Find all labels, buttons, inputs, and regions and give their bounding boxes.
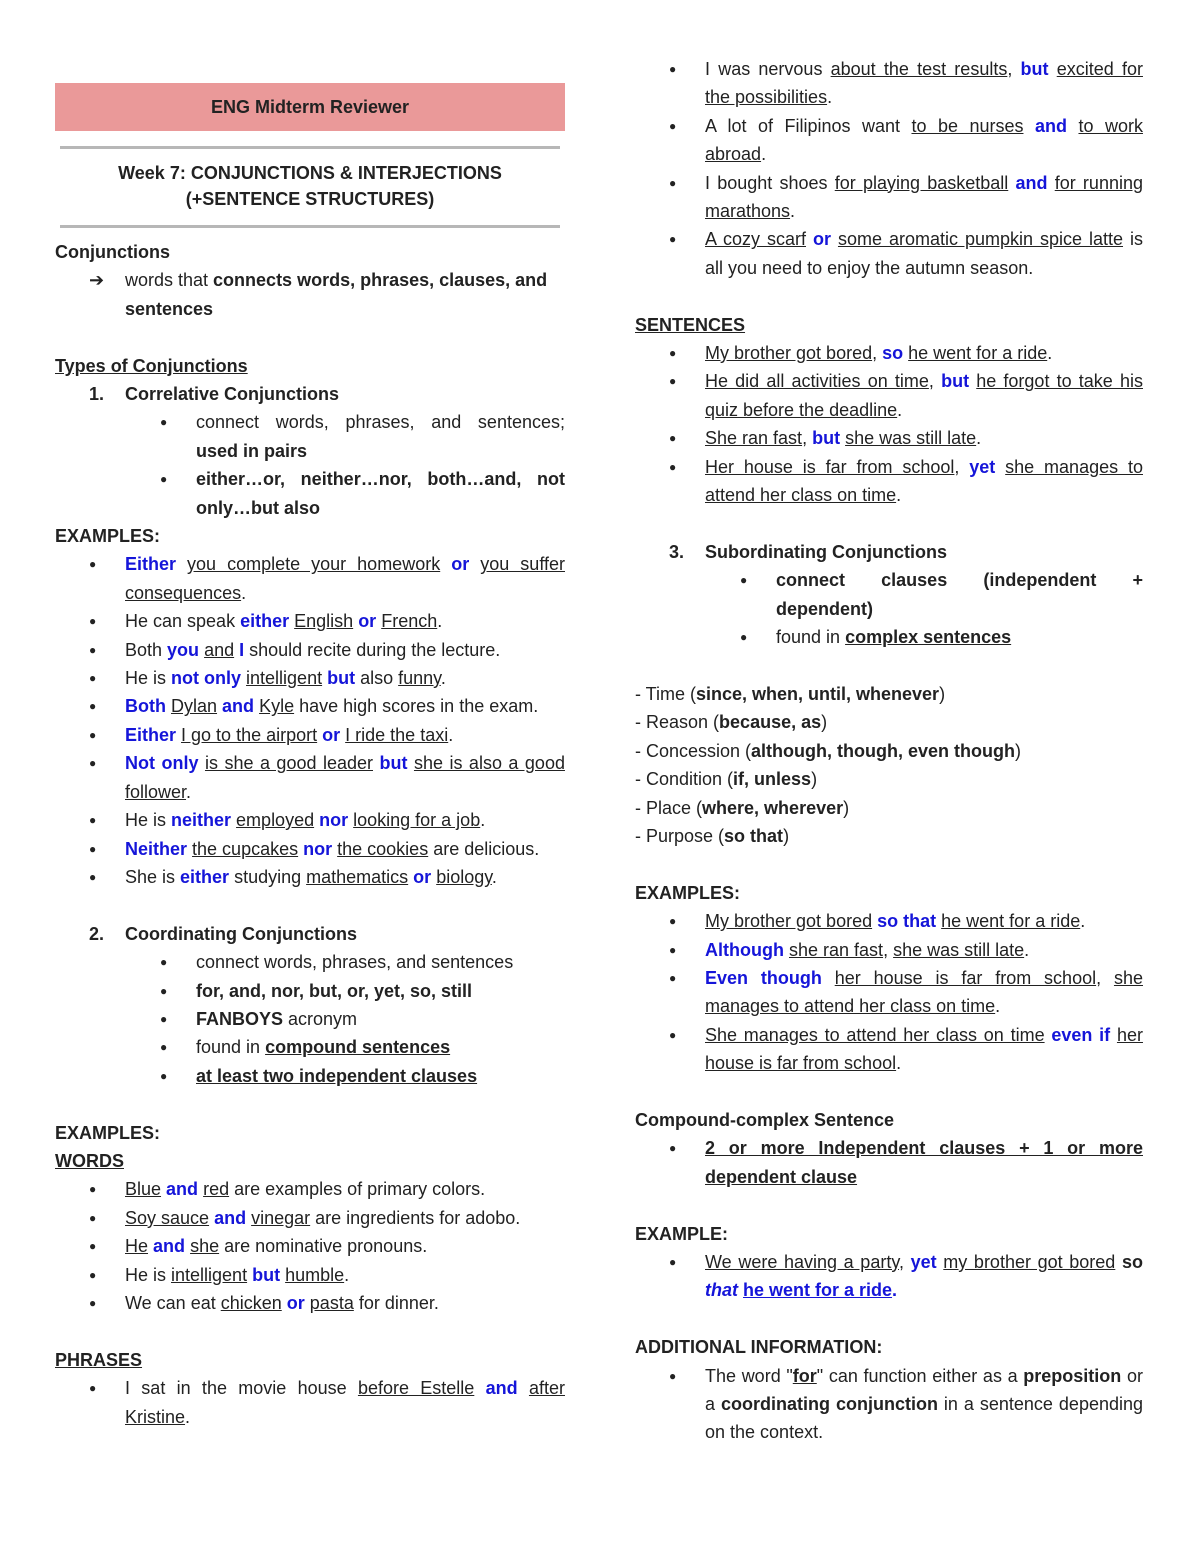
example-text: she was still late (845, 428, 977, 449)
conjunction-keyword: so (882, 343, 904, 364)
example-text (1067, 116, 1078, 136)
conjunction-keyword: and (153, 1236, 186, 1257)
conjunction-keyword: Neither (125, 838, 188, 859)
conjunction-keyword: Not only (125, 753, 199, 774)
example-text: for running marathons (705, 172, 1143, 222)
example-item (635, 936, 1143, 964)
example-text: He is (125, 1264, 172, 1285)
example-text: are nominative pronouns. (219, 1236, 428, 1257)
example-item (635, 367, 1143, 424)
example-text: He did all activities on time (705, 371, 929, 392)
words-examples (55, 1175, 565, 1317)
example-item (55, 721, 565, 749)
example-text: to work abroad (705, 115, 1143, 165)
example-text: I ride the taxi (345, 724, 449, 745)
example-text: . (897, 399, 903, 420)
example-text: . (1080, 911, 1086, 932)
example-text (176, 554, 187, 574)
conjunction-keyword: so that (877, 911, 937, 932)
example-text: you suffer consequences (125, 554, 565, 603)
example-text: . (491, 866, 497, 887)
example-text: funny (398, 668, 441, 689)
example-text: , (1096, 967, 1114, 988)
example-text (995, 457, 1005, 477)
week-heading (55, 160, 565, 212)
example-item (635, 907, 1143, 935)
conjunction-keyword: or (413, 866, 432, 887)
example-text: . (1047, 343, 1053, 364)
category-line (635, 680, 1143, 708)
document-title-box (55, 83, 565, 131)
example-text: the cookies (337, 838, 429, 859)
example-item (635, 55, 1143, 112)
example-text: . (1024, 939, 1030, 960)
example-text: my brother got bored (943, 1251, 1116, 1272)
example-text: I sat in the movie house (125, 1378, 358, 1399)
example-item (55, 1374, 565, 1431)
example-text: red (203, 1179, 230, 1200)
list-item (635, 623, 1143, 651)
example-text: Dylan (171, 696, 218, 717)
example-text: A lot of Filipinos want (705, 115, 912, 136)
example-text: We can eat (125, 1292, 221, 1313)
list-item: ● connect clauses (independent + dependent) (635, 566, 1143, 623)
example-text: the cupcakes (192, 838, 299, 859)
category-text: ) (811, 769, 818, 790)
example-text: I bought shoes (705, 172, 835, 193)
example-text: he went for a ride (908, 343, 1048, 364)
example-text (518, 1378, 529, 1398)
example-text: she ran fast (789, 939, 884, 960)
list-item (635, 1362, 1143, 1447)
item-text: or a (705, 1365, 1143, 1414)
example-text: . (344, 1264, 350, 1285)
item-text: The word " (705, 1365, 793, 1386)
example-text: . (186, 781, 192, 802)
example-text: , (954, 456, 970, 477)
example-text: she manages to attend her class on time (705, 967, 1143, 1017)
example-item (55, 749, 565, 806)
conjunction-keyword: or (812, 229, 831, 250)
example-item (635, 424, 1143, 452)
conjunction-keyword: and (214, 1207, 247, 1228)
example-text: you complete your homework (187, 554, 441, 575)
example-text: have high scores in the exam. (294, 696, 539, 717)
subordinating-heading (635, 538, 1143, 566)
example-item (635, 112, 1143, 169)
example-item (55, 636, 565, 664)
example-text: chicken (220, 1292, 282, 1313)
example-item (635, 169, 1143, 226)
example-text: . (480, 810, 486, 831)
examples-label: EXAMPLES: (55, 526, 161, 547)
example-text: is all you need to enjoy the autumn season. (705, 229, 1143, 278)
example-text: He can speak (125, 611, 241, 632)
list-item: ● 2 or more Independent clauses + 1 or more dependent clause (635, 1134, 1143, 1191)
phrases-examples (55, 1374, 565, 1431)
category-text: - Condition ( (635, 769, 734, 790)
category-text: - Reason ( (635, 712, 720, 733)
example-text: I was nervous (705, 59, 831, 79)
week-heading-line2: (+SENTENCE STRUCTURES) (185, 189, 435, 209)
left-column (55, 238, 565, 1431)
item-text: found in (776, 627, 846, 648)
item-text: " can function either as a (816, 1365, 1024, 1386)
examples-label: EXAMPLES: (55, 1122, 161, 1143)
conjunction-keyword: but (941, 371, 970, 392)
conjunction-keyword: Both (125, 696, 166, 717)
correlative-examples (55, 550, 565, 891)
item-bold: used in pairs (196, 440, 308, 461)
example-text (1049, 59, 1057, 79)
item-bold: compound sentences (265, 1037, 451, 1058)
example-text: to be nurses (911, 115, 1024, 136)
example-text: Kyle (259, 696, 295, 717)
example-text: she (190, 1236, 220, 1257)
list-item: ● either…or, neither…nor, both…and, not only…but also (55, 465, 565, 522)
example-text: so (1121, 1251, 1143, 1272)
example-text: Soy sauce (125, 1207, 210, 1228)
conjunction-keyword: Either (125, 724, 177, 745)
category-words: so that (724, 825, 784, 846)
category-line (635, 822, 1143, 850)
conjunction-keyword: nor (319, 810, 349, 831)
example-text: He is (125, 668, 172, 689)
example-text: are examples of primary colors. (229, 1179, 486, 1200)
category-text: ) (939, 683, 946, 704)
example-text: , (802, 428, 813, 449)
phrases-examples-continued (635, 55, 1143, 282)
conjunction-keyword: or (358, 611, 377, 632)
example-item (635, 453, 1143, 510)
conjunction-keyword: but (1020, 59, 1049, 79)
example-text (1048, 173, 1055, 193)
document-title: ENG Midterm Reviewer (210, 97, 410, 117)
item-bold: preposition (1023, 1365, 1122, 1386)
example-text: . (976, 428, 982, 449)
example-text: She ran fast (705, 428, 803, 449)
example-text: We were having a party (705, 1251, 899, 1272)
example-text: A cozy scarf (705, 229, 806, 250)
conjunction-keyword: and (1034, 115, 1067, 136)
conjunction-keyword: either (240, 611, 290, 632)
example-text: . (241, 582, 247, 603)
example-text: her house is far from school (834, 967, 1097, 988)
example-text: French (381, 611, 438, 632)
example-text: She manages to attend her class on time (705, 1024, 1045, 1045)
example-text: , (928, 371, 942, 392)
category-text: - Concession ( (635, 740, 752, 761)
category-text: - Time ( (635, 683, 696, 704)
category-words: since, when, until, whenever (696, 683, 940, 704)
list-item (55, 1033, 565, 1061)
category-text: - Purpose ( (635, 825, 725, 846)
subordinating-examples (635, 907, 1143, 1077)
conjunction-keyword: yet (969, 456, 996, 477)
conjunction-keyword: not only (171, 668, 242, 689)
category-text: ) (783, 825, 790, 846)
example-text: He is (125, 810, 172, 831)
sentences-examples (635, 339, 1143, 509)
example-text: , (1007, 59, 1021, 79)
example-text: is she a good leader (204, 753, 373, 774)
example-text: . (995, 996, 1001, 1017)
phrases-label: PHRASES (55, 1349, 143, 1370)
compound-complex-heading: Compound-complex Sentence (635, 1109, 895, 1130)
example-text: about the test results (830, 59, 1008, 79)
conjunction-keyword: or (286, 1292, 305, 1313)
item-text: acronym (283, 1008, 358, 1029)
example-text: she was still late (893, 939, 1025, 960)
example-text: employed (236, 810, 315, 831)
example-text: he forgot to take his quiz before the deadline (705, 371, 1143, 420)
conjunction-keyword: but (812, 428, 841, 449)
week-heading-line1: Week 7: CONJUNCTIONS & INTERJECTIONS (118, 163, 502, 183)
example-text: some aromatic pumpkin spice latte (837, 229, 1124, 250)
category-line (635, 737, 1143, 765)
example-text: for playing basketball (834, 172, 1009, 193)
conjunction-keyword: Even though (705, 967, 822, 988)
example-text: vinegar (251, 1207, 311, 1228)
example-text: . (448, 724, 454, 745)
item-bold: for (792, 1365, 817, 1386)
example-text: English (294, 611, 354, 632)
example-text: he went for a ride (941, 911, 1081, 932)
item-text: connect words, phrases, and sentences; (196, 412, 565, 433)
example-text: her house is far from school (705, 1024, 1143, 1074)
category-words: if, unless (733, 769, 812, 790)
conjunction-keyword: you (167, 639, 200, 660)
example-text: . (437, 611, 443, 632)
example-item (635, 225, 1143, 282)
example-text: humble (285, 1264, 345, 1285)
example-text (806, 229, 813, 249)
conjunction-keyword: but (379, 753, 408, 774)
example-text: she is also a good follower (125, 753, 565, 802)
conjunction-keyword: or (451, 554, 470, 575)
example-text: Both (125, 639, 168, 660)
example-text: My brother got bored (705, 911, 873, 932)
category-words: although, though, even though (751, 740, 1015, 761)
example-text (1115, 1252, 1122, 1272)
conjunction-keyword: that (705, 1280, 738, 1301)
example-item (55, 863, 565, 891)
example-item (55, 1232, 565, 1260)
category-line (635, 765, 1143, 793)
item-text: in a sentence depending on the context. (705, 1393, 1144, 1443)
example-item (635, 964, 1143, 1021)
example-text: intelligent (246, 668, 323, 689)
list-item (55, 1005, 565, 1033)
example-text (474, 1378, 485, 1398)
conjunction-keyword: yet (910, 1251, 937, 1272)
conjunction-keyword: or (322, 724, 341, 745)
example-text: after Kristine (125, 1378, 565, 1427)
example-text (822, 968, 835, 988)
example-text: , (898, 1251, 911, 1272)
example-text: He (125, 1236, 149, 1257)
example-item (635, 339, 1143, 367)
example-text (440, 554, 451, 574)
coordinating-title: Coordinating Conjunctions (125, 923, 357, 944)
conjunction-keyword: and (166, 1179, 199, 1200)
definition-text: words that (125, 270, 214, 291)
example-text: , (872, 343, 883, 364)
example-text: Blue (125, 1179, 162, 1200)
example-item (55, 1289, 565, 1317)
subordinating-categories (635, 680, 1143, 850)
correlative-heading (55, 380, 565, 408)
coordinating-heading (55, 920, 565, 948)
additional-heading: ADDITIONAL INFORMATION: (635, 1337, 883, 1358)
example-text: pasta (309, 1292, 354, 1313)
example-item (55, 692, 565, 720)
conjunction-keyword: nor (303, 838, 333, 859)
example-text: she manages to attend her class on time (705, 456, 1143, 506)
example-text (469, 554, 480, 574)
example-item (635, 1021, 1143, 1078)
example-text (1110, 1025, 1117, 1045)
example-text (831, 229, 838, 249)
example-item (55, 835, 565, 863)
list-item (55, 408, 565, 465)
right-column (635, 55, 1143, 1447)
example-item (55, 806, 565, 834)
example-text: . (827, 87, 833, 108)
example-item (55, 664, 565, 692)
conjunction-keyword: but (252, 1264, 281, 1285)
list-item: ● connect words, phrases, and sentences (55, 948, 565, 976)
example-text: studying (229, 866, 307, 887)
definition-bold: connects words, phrases, clauses, and sentences (125, 270, 548, 319)
item-bold: FANBOYS (196, 1008, 284, 1029)
example-text: looking for a job (353, 810, 481, 831)
sentences-label: SENTENCES (635, 314, 746, 335)
item-text: found in (196, 1037, 266, 1058)
example-text: excited for the possibilities (705, 59, 1143, 108)
example-text: and (204, 639, 235, 660)
list-number: 1. (89, 384, 105, 405)
example-text: are delicious. (428, 838, 540, 859)
conjunction-keyword: even if (1051, 1024, 1111, 1045)
list-number: 3. (669, 541, 685, 562)
example-item (55, 1261, 565, 1289)
example-item (55, 1204, 565, 1232)
conjunction-keyword: . (892, 1280, 898, 1301)
conjunction-keyword: neither (171, 810, 232, 831)
example-item (635, 1248, 1143, 1305)
example-text: My brother got bored (705, 343, 873, 364)
example-text: . (896, 1053, 902, 1074)
example-item (55, 607, 565, 635)
category-line (635, 708, 1143, 736)
example-text: . (790, 201, 796, 222)
conjunction-keyword: Although (705, 939, 784, 960)
examples-label: EXAMPLES: (635, 882, 741, 903)
divider (60, 225, 560, 228)
category-text: ) (821, 712, 828, 733)
conjunction-keyword: and (1015, 172, 1048, 193)
category-line (635, 794, 1143, 822)
example-label: EXAMPLE: (635, 1223, 729, 1244)
example-text: also (355, 668, 399, 689)
example-text: are ingredients for adobo. (310, 1207, 521, 1228)
types-heading: Types of Conjunctions (55, 355, 248, 376)
conjunction-keyword: he went for a ride (743, 1280, 893, 1301)
category-words: because, as (719, 712, 822, 733)
conjunction-keyword: and (222, 696, 255, 717)
conjunction-keyword: but (327, 668, 356, 689)
category-text: - Place ( (635, 797, 703, 818)
example-text: . (761, 144, 767, 165)
item-bold: coordinating conjunction (720, 1393, 938, 1414)
conjunction-keyword: either (180, 866, 230, 887)
example-text: . (896, 485, 902, 506)
divider (60, 146, 560, 149)
list-number: 2. (89, 923, 105, 944)
example-text: Her house is far from school (705, 456, 955, 477)
example-text (1023, 116, 1034, 136)
subordinating-title: Subordinating Conjunctions (705, 541, 947, 562)
example-text: mathematics (306, 866, 409, 887)
example-text: . (440, 668, 446, 689)
example-text: , (883, 939, 894, 960)
example-text: for dinner. (353, 1292, 439, 1313)
example-text: I go to the airport (181, 724, 318, 745)
example-text: She is (125, 866, 181, 887)
example-text: . (185, 1406, 191, 1427)
example-text: biology (436, 866, 492, 887)
category-words: where, wherever (702, 797, 844, 818)
list-item: ● at least two independent clauses (55, 1062, 565, 1090)
conjunction-keyword: I (239, 639, 245, 660)
item-bold: complex sentences (845, 627, 1012, 648)
example-text: should recite during the lecture. (244, 639, 501, 660)
conjunction-keyword: and (485, 1378, 518, 1399)
example-text: intelligent (171, 1264, 248, 1285)
example-item (55, 550, 565, 607)
list-item: ● for, and, nor, but, or, yet, so, still (55, 977, 565, 1005)
words-label: WORDS (55, 1150, 124, 1171)
example-text: before Estelle (357, 1378, 475, 1399)
example-item (55, 1175, 565, 1203)
correlative-title: Correlative Conjunctions (125, 384, 340, 405)
compound-complex-example (635, 1248, 1143, 1305)
conjunctions-heading: Conjunctions (55, 242, 170, 262)
category-text: ) (1015, 740, 1021, 761)
category-text: ) (843, 797, 850, 818)
conjunction-keyword: Either (125, 554, 177, 575)
conjunctions-definition (55, 266, 565, 323)
